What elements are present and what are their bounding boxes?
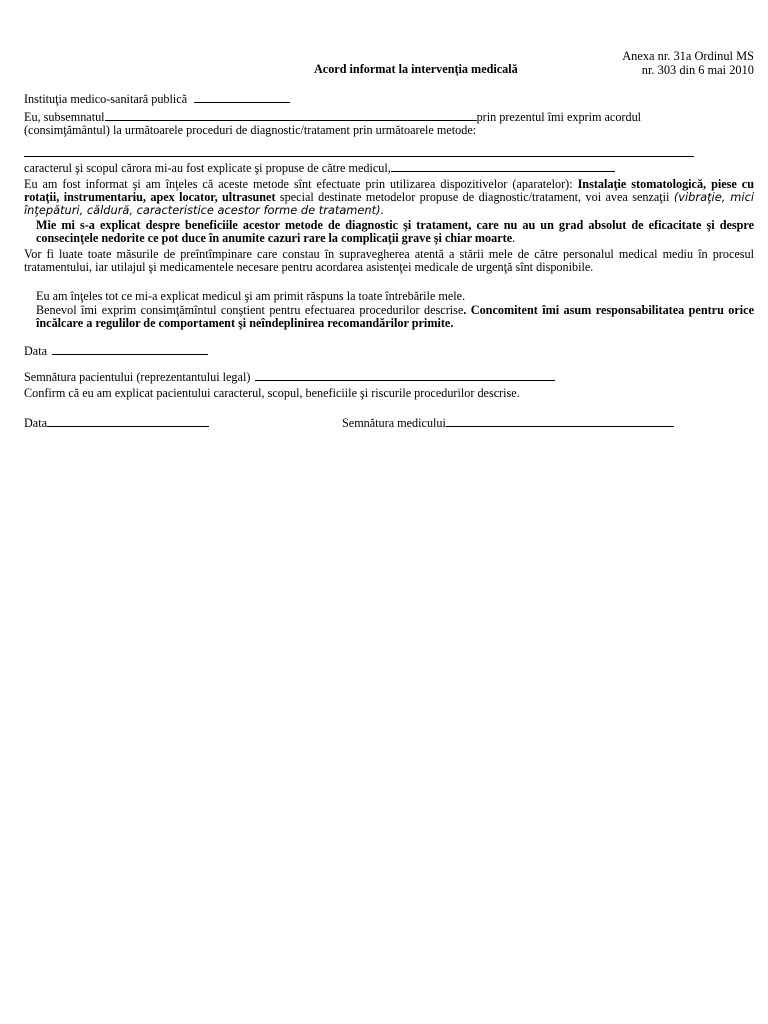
annex-line-1: Anexa nr. 31a Ordinul MS: [622, 49, 754, 63]
institution-row: [24, 92, 754, 106]
measures-paragraph: [24, 248, 754, 274]
confirm-row: [24, 387, 754, 400]
subsemnatul-paragraph: [24, 110, 754, 137]
procedures-blank[interactable]: [24, 142, 694, 157]
doctor-signature-blank[interactable]: [446, 416, 674, 427]
institution-blank[interactable]: [194, 92, 290, 103]
patient-signature-blank[interactable]: [255, 370, 555, 381]
benefits-paragraph: [24, 219, 754, 245]
patient-signature-row: [24, 370, 754, 384]
informed-paragraph: [24, 178, 754, 218]
doctor-row: [24, 416, 754, 430]
date-label: Data: [24, 344, 48, 358]
character-label: caracterul şi scopul cărora mi-au fost explicate şi propuse de către medicul,: [24, 161, 391, 175]
voluntary-pre: Benevol îmi exprim consimţămîntul conştient pentru efectuarea procedurilor descrise: [36, 303, 464, 317]
document-title: Acord informat la intervenţia medicală: [314, 62, 518, 76]
measures-text: Vor fi luate toate măsurile de preîntîmpinare care constau în supravegherea atentă a stării mele de către personalul medical mediu în procesul tratamentului, iar utilajul şi medicamentele necesare pentru acordarea asistenţei medicale de urgenţă sînt disponibile.: [24, 247, 754, 275]
doctor-date-label: Data: [24, 416, 48, 430]
doctor-signature-label: Semnătura medicului: [342, 416, 446, 430]
responsibility-text: . Concomitent îmi asum responsabilitatea pentru orice încălcare a regulilor de comportament şi neîndeplinirea recomandărilor primite.: [36, 303, 754, 331]
informed-pre: Eu am fost informat şi am înţeles că aceste metode sînt efectuate prin utilizarea dispozitivelor (aparatelor):: [24, 177, 573, 191]
voluntary-paragraph: [24, 304, 754, 330]
subsemnatul-label: Eu, subsemnatul: [24, 110, 105, 124]
benefits-end: .: [512, 231, 516, 246]
consent-intro-after: prin prezentul îmi exprim acordul: [476, 110, 642, 124]
institution-label: Instituţia medico-sanitară publică: [24, 92, 188, 106]
confirm-text: Confirm că eu am explicat pacientului caracterul, scopul, beneficiile şi riscurile procedurilor descrise.: [24, 386, 520, 400]
understood-text: Eu am înţeles tot ce mi-a explicat medicul şi am primit răspuns la toate întrebările mele.: [36, 289, 466, 303]
understood-paragraph: [24, 290, 754, 303]
patient-date-blank[interactable]: [52, 344, 208, 355]
informed-mid: special destinate metodelor propuse de diagnostic/tratament, voi avea senzaţii: [275, 190, 674, 205]
sensations-list: (vibraţie, mici înţepături, căldură, caracteristice acestor forme de tratament).: [24, 190, 754, 218]
patient-signature-label: Semnătura pacientului (reprezentantului legal): [24, 370, 251, 384]
patient-date-row: [24, 344, 754, 358]
patient-name-blank[interactable]: [105, 110, 477, 121]
annex-line-2: nr. 303 din 6 mai 2010: [641, 63, 754, 77]
doctor-signature-group: [342, 416, 674, 430]
character-row: [24, 161, 754, 175]
benefits-text: Mie mi s-a explicat despre beneficiile acestor metode de diagnostic şi tratament, care nu au un grad absolut de eficacitate şi despre consecinţele nedorite ce pot duce în anumite cazuri rare la complicaţii grave şi chiar moarte: [36, 218, 754, 246]
doctor-name-blank[interactable]: [391, 161, 615, 172]
annex-reference: [622, 49, 754, 77]
devices-list: Instalaţie stomatologică, piese cu rotaţii, instrumentariu, apex locator, ultrasunet: [24, 177, 754, 205]
doctor-date-blank[interactable]: [47, 416, 209, 427]
procedures-line-wrap: [24, 142, 754, 157]
consent-intro-line2: (consimţământul) la următoarele proceduri de diagnostic/tratament prin următoarele metode:: [24, 123, 477, 138]
